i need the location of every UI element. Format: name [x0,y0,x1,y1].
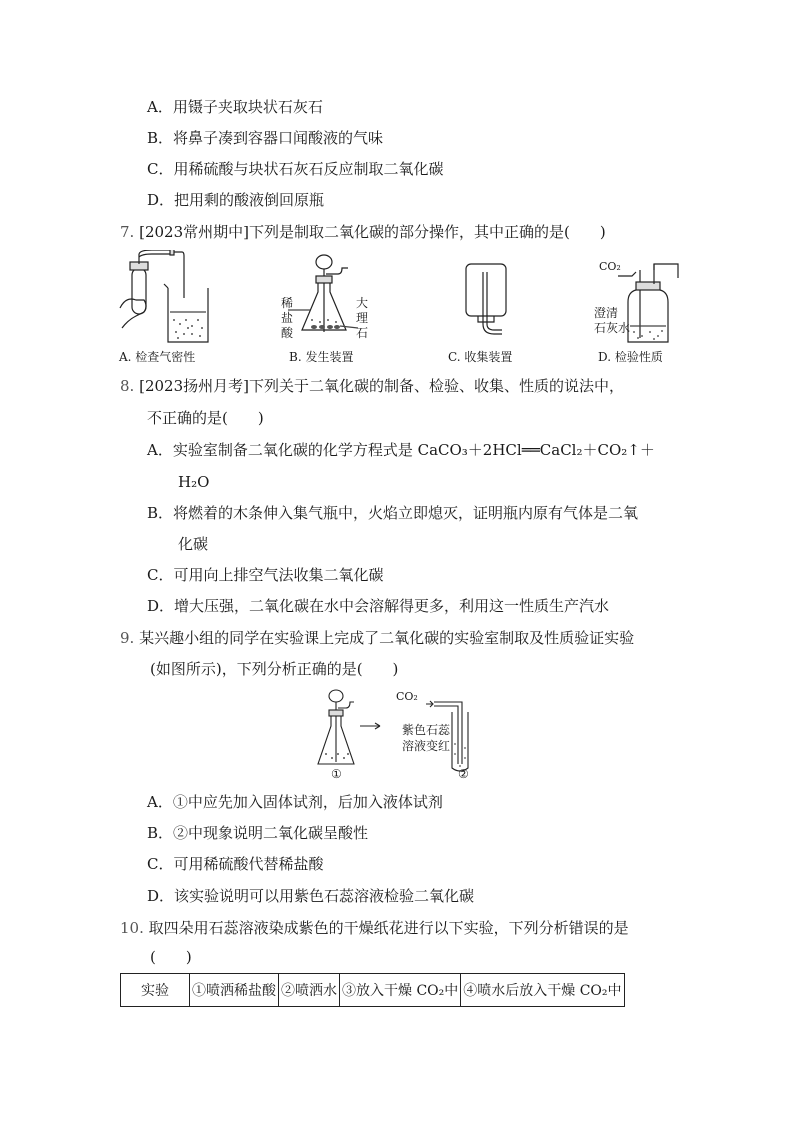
label-char: 酸 [281,326,294,340]
collection-bottle-icon [462,262,510,340]
q7-label-b-right [356,296,368,341]
q9-number: 9. [120,629,135,647]
q7-label-d-limewater [594,306,630,336]
q9-figure-label-1: ① [331,767,342,781]
q10-stem-line2: ( ) [150,948,192,966]
q7-figure-a [118,250,218,346]
q7-stem [120,222,606,242]
q10-stem-line1 [120,918,629,938]
q6-option-a: A．用镊子夹取块状石灰石 [147,98,323,116]
table-row [121,974,625,1007]
q7-label-b-left [281,296,293,341]
label-char: 石 [356,326,369,340]
q9-figure-gas: CO₂ [396,690,418,703]
q10-stem-text: 取四朵用石蕊溶液染成紫色的干燥纸花进行以下实验，下列分析错误的是 [148,919,629,937]
table-header-cell: ②喷洒水 [279,974,340,1007]
q6-option-c: C．用稀硫酸与块状石灰石反应制取二氧化碳 [147,160,444,178]
q7-number: 7. [120,223,135,241]
q7-figure-c [462,262,510,340]
note-line: 紫色石蕊 [402,723,451,737]
q8-stem-line1 [120,376,624,396]
label-char: 大 [356,296,369,310]
q7-caption-c: C. 收集装置 [448,350,513,364]
q9-stem-line1 [120,628,634,648]
note-line: 溶液变红 [402,739,451,753]
q7-caption-b: B. 发生装置 [289,350,354,364]
q9-option-d: D．该实验说明可以用紫色石蕊溶液检验二氧化碳 [147,887,475,905]
table-header-cell: ③放入干燥 CO₂中 [340,974,461,1007]
table-header-cell: ④喷水后放入干燥 CO₂中 [461,974,624,1007]
label-line: 澄清 [594,306,619,320]
q6-option-b: B．将鼻子凑到容器口闻酸液的气味 [147,129,384,147]
label-char: 理 [356,311,369,325]
q6-option-d: D．把用剩的酸液倒回原瓶 [147,191,325,209]
q8-number: 8. [120,377,135,395]
q10-experiment-table [120,973,625,1007]
q8-option-c: C．可用向上排空气法收集二氧化碳 [147,566,384,584]
q9-figure-note [402,722,450,754]
table-header-cell: 实验 [121,974,190,1007]
table-header-cell: ①喷洒稀盐酸 [190,974,279,1007]
q8-option-b-line1: B．将燃着的木条伸入集气瓶中，火焰立即熄灭，证明瓶内原有气体是二氧 [147,504,639,522]
q9-figure-label-2: ② [458,767,469,781]
q8-stem-text: [2023扬州月考]下列关于二氧化碳的制备、检验、收集、性质的说法中， [139,377,624,395]
q9-stem-line2: (如图所示)，下列分析正确的是( ) [150,660,399,678]
q10-number: 10. [120,919,144,937]
q9-stem-text: 某兴趣小组的同学在实验课上完成了二氧化碳的实验室制取及性质验证实验 [139,629,635,647]
label-char: 稀 [281,296,294,310]
q7-caption-d: D. 检验性质 [598,350,663,364]
q7-label-d-gas: CO₂ [599,260,621,273]
q8-option-d: D．增大压强，二氧化碳在水中会溶解得更多，利用这一性质生产汽水 [147,597,610,615]
label-line: 石灰水 [594,321,631,335]
q9-option-b: B．②中现象说明二氧化碳呈酸性 [147,824,369,842]
q7-stem-text: [2023常州期中]下列是制取二氧化碳的部分操作，其中正确的是( ) [139,223,606,241]
airtightness-apparatus-icon [118,250,218,346]
q8-stem-line2: 不正确的是( ) [147,409,264,427]
q8-option-a-line1: A．实验室制备二氧化碳的化学方程式是 CaCO₃＋2HCl══CaCl₂＋CO₂↑＋ [147,441,655,459]
q8-option-a-line2: H₂O [178,473,210,491]
q9-option-c: C．可用稀硫酸代替稀盐酸 [147,855,324,873]
label-char: 盐 [281,311,294,325]
q7-caption-a: A. 检查气密性 [119,350,196,364]
q9-option-a: A．①中应先加入固体试剂，后加入液体试剂 [147,793,443,811]
q8-option-b-line2: 化碳 [178,535,209,553]
